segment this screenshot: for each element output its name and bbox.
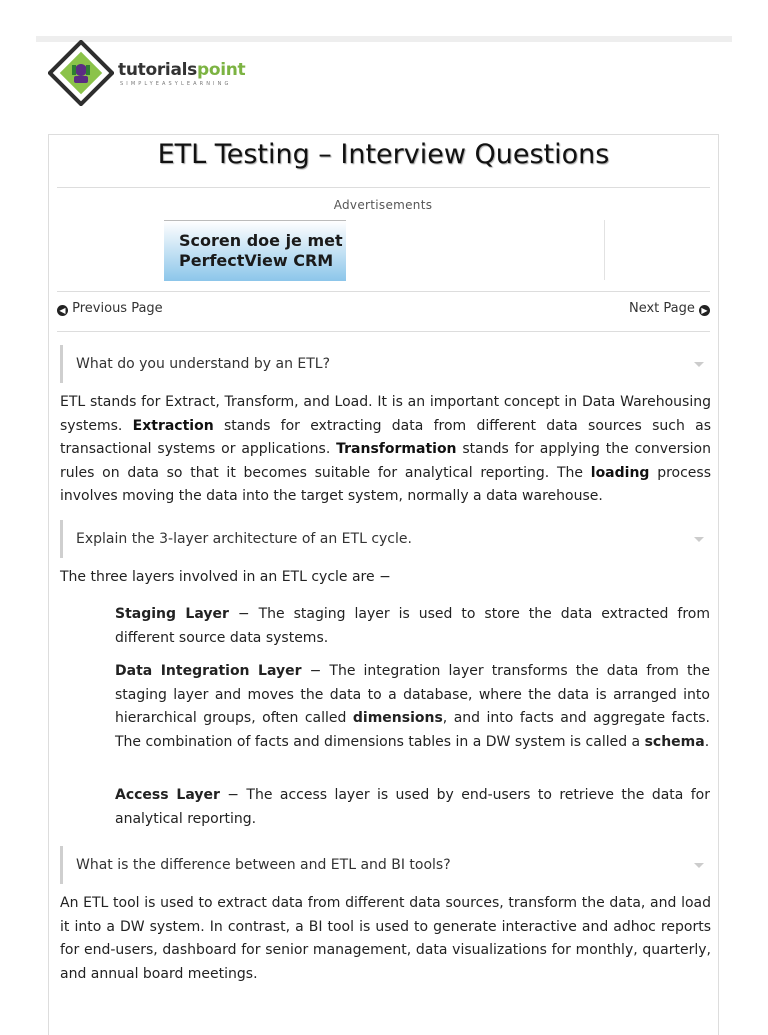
chevron-down-icon (694, 537, 704, 542)
layer-item-access (115, 784, 710, 831)
next-page-link[interactable] (629, 301, 710, 316)
layer-desc: . (704, 733, 710, 750)
logo-wordmark (118, 60, 245, 80)
divider (57, 291, 710, 292)
question-text: What do you understand by an ETL? (76, 356, 331, 372)
answer-text: stands for applying the conversion rules on data so that it becomes suitable for analytical reporting. The (60, 441, 711, 481)
logo-word-1: tutorials (118, 60, 197, 80)
layer-desc: − The integration layer transforms the data from the staging layer and moves the data to a database, where the data is arranged into hierarchical groups, often called (115, 663, 711, 726)
answer-text: process involves moving the data into the target system, normally a data warehouse. (60, 464, 711, 504)
answer-3: An ETL tool is used to extract data from different data sources, transform the data, and load it into a DW system. In contrast, a BI tool is used to generate interactive and adhoc reports for end-users, dashboard for senior management, data visualizations for monthly, quarterly, and annual board meetings. (60, 895, 711, 982)
layer-name: Staging Layer (115, 606, 229, 622)
question-text: What is the difference between and ETL and BI tools? (76, 857, 451, 873)
previous-page-label: Previous Page (72, 301, 163, 316)
answer-bold: loading (590, 464, 650, 481)
previous-page-link[interactable] (57, 301, 163, 316)
layer-desc: − The staging layer is used to store the data extracted from different source data systems. (115, 606, 710, 646)
question-text: Explain the 3-layer architecture of an ETL cycle. (76, 531, 412, 547)
circle-left-arrow-icon: ◀ (57, 305, 68, 316)
ad-line-1: Scoren doe je met (179, 231, 343, 250)
layer-desc: − The access layer is used by end-users to retrieve the data for analytical reporting. (115, 787, 710, 827)
divider (57, 187, 710, 188)
ad-banner[interactable] (164, 220, 346, 281)
layer-name: Data Integration Layer (115, 663, 302, 679)
circle-right-arrow-icon: ▶ (699, 305, 710, 316)
ads-label: Advertisements (333, 198, 433, 212)
answer-text: ETL stands for Extract, Transform, and Load. It is an important concept in Data Warehousing systems. (60, 394, 711, 434)
answer-2-intro: The three layers involved in an ETL cycle are − (60, 569, 391, 585)
question-toggle[interactable] (60, 846, 712, 884)
site-logo[interactable] (48, 40, 288, 106)
next-page-label: Next Page (628, 301, 695, 316)
ad-divider (604, 220, 605, 280)
answer-text: stands for extracting data from different data sources such as transactional systems or applications. (60, 417, 712, 457)
layer-name: Access Layer (115, 787, 220, 803)
question-toggle[interactable] (60, 520, 712, 558)
ad-box[interactable] (164, 220, 604, 280)
answer-bold: schema (644, 733, 705, 750)
logo-diamond-icon (48, 40, 114, 106)
answer-bold: Extraction (132, 417, 214, 434)
divider (57, 331, 710, 332)
logo-tagline: SIMPLYEASYLEARNING (120, 81, 232, 87)
chevron-down-icon (694, 863, 704, 868)
answer-bold: dimensions (352, 710, 443, 726)
answer-1 (60, 391, 711, 509)
question-toggle[interactable] (60, 345, 712, 383)
page-title: ETL Testing – Interview Questions (157, 139, 610, 170)
chevron-down-icon (694, 362, 704, 367)
layer-item-staging (115, 603, 710, 650)
logo-word-2: point (196, 60, 246, 80)
ad-line-2: PerfectView CRM (179, 251, 334, 270)
layer-desc: , and into facts and aggregate facts. The combination of facts and dimensions tables in a DW system is called a (115, 710, 710, 750)
answer-bold: Transformation (336, 441, 457, 457)
layer-item-integration (115, 660, 710, 754)
